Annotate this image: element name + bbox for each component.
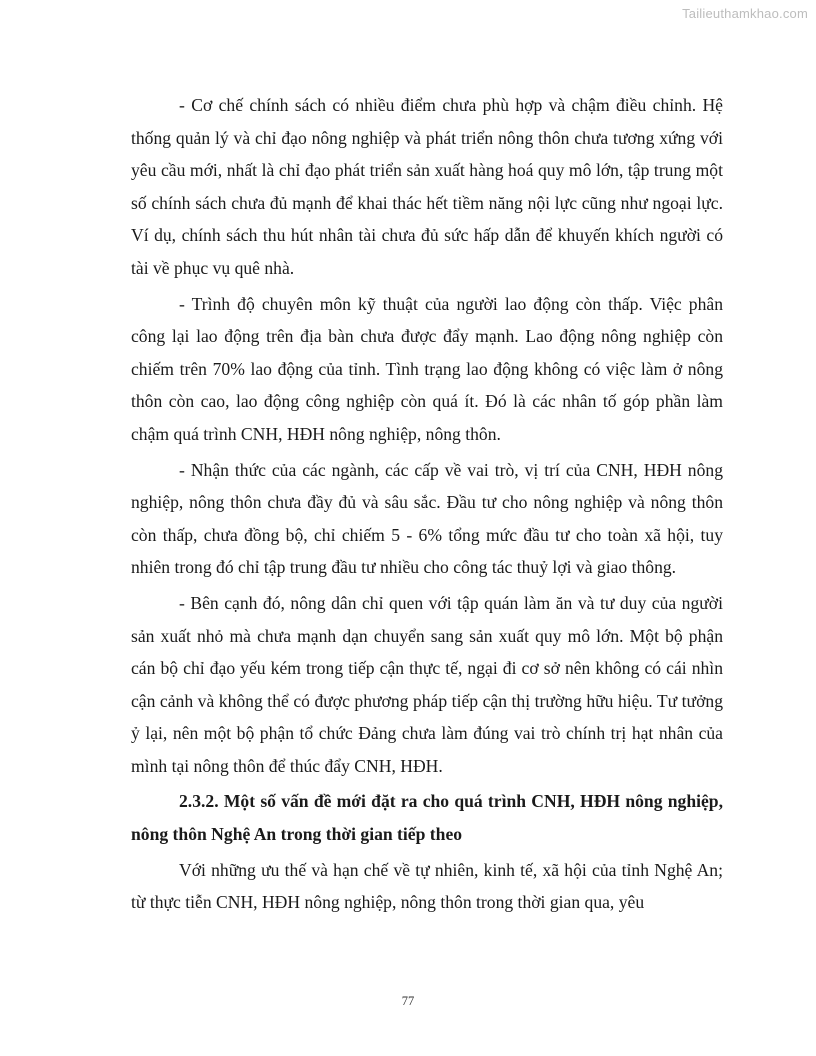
- paragraph-policy-mechanism: - Cơ chế chính sách có nhiều điểm chưa phù hợp và chậm điều chỉnh. Hệ thống quản lý và chỉ đạo nông nghiệp và phát triển nông thôn chưa tương xứng với yêu cầu mới, nhất là chỉ đạo phát triển sản xuất hàng hoá quy mô lớn, tập trung một số chính sách chưa đủ mạnh để khai thác hết tiềm năng nội lực cũng như ngoại lực. Ví dụ, chính sách thu hút nhân tài chưa đủ sức hấp dẫn để khuyến khích người có tài về phục vụ quê nhà.: [131, 95, 723, 278]
- document-body: [131, 89, 723, 922]
- section-heading: 2.3.2. Một số vấn đề mới đặt ra cho quá trình CNH, HĐH nông nghiệp, nông thôn Nghệ An trong thời gian tiếp theo: [131, 791, 723, 845]
- paragraph-labor-skills: - Trình độ chuyên môn kỹ thuật của người lao động còn thấp. Việc phân công lại lao động trên địa bàn chưa được đẩy mạnh. Lao động nông nghiệp còn chiếm trên 70% lao động của tỉnh. Tình trạng lao động không có việc làm ở nông thôn còn cao, lao động công nghiệp còn quá ít. Đó là các nhân tố góp phần làm chậm quá trình CNH, HĐH nông nghiệp, nông thôn.: [131, 293, 723, 444]
- watermark-text: Tailieuthamkhao.com: [682, 6, 808, 21]
- paragraph-awareness-investment: - Nhận thức của các ngành, các cấp về vai trò, vị trí của CNH, HĐH nông nghiệp, nông thôn chưa đầy đủ và sâu sắc. Đầu tư cho nông nghiệp và nông thôn còn thấp, chưa đồng bộ, chỉ chiếm 5 - 6% tổng mức đầu tư cho toàn xã hội, tuy nhiên trong đó chỉ tập trung đầu tư nhiều cho công tác thuỷ lợi và giao thông.: [131, 459, 723, 578]
- page-number: 77: [401, 994, 415, 1008]
- paragraph-farmer-habits: - Bên cạnh đó, nông dân chỉ quen với tập quán làm ăn và tư duy của người sản xuất nhỏ mà chưa mạnh dạn chuyển sang sản xuất quy mô lớn. Một bộ phận cán bộ chỉ đạo yếu kém trong tiếp cận thực tế, ngại đi cơ sở nên không có cái nhìn cận cảnh và không thể có được phương pháp tiếp cận thị trường hữu hiệu. Tư tưởng ỷ lại, nên một bộ phận tổ chức Đảng chưa làm đúng vai trò chính trị hạt nhân của mình tại nông thôn để thúc đẩy CNH, HĐH.: [131, 592, 723, 776]
- paragraph-closing: Với những ưu thế và hạn chế về tự nhiên, kinh tế, xã hội của tỉnh Nghệ An; từ thực tiễn CNH, HĐH nông nghiệp, nông thôn trong thời gian qua, yêu: [131, 859, 723, 913]
